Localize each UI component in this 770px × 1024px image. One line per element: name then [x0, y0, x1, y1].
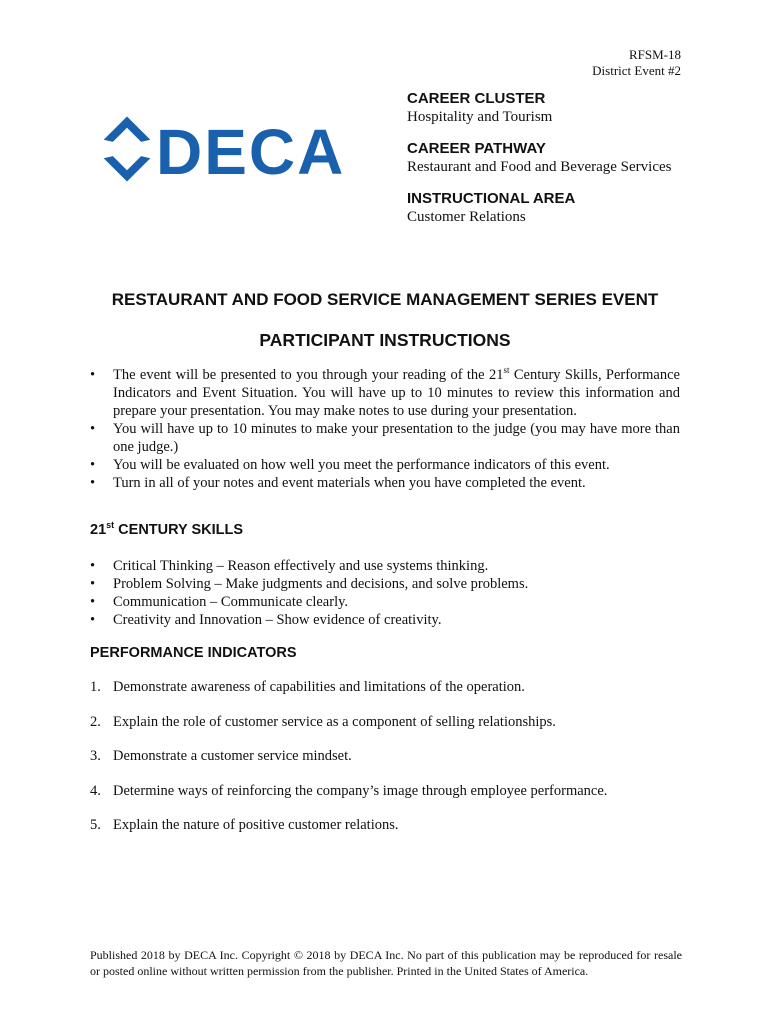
list-item: 2. Explain the role of customer service as a component of selling relationships. [90, 713, 556, 730]
career-pathway-label: CAREER PATHWAY [407, 140, 546, 157]
district-event-label: District Event #2 [592, 63, 681, 78]
deca-diamond-icon [92, 114, 362, 184]
list-item: • Critical Thinking – Reason effectively and use systems thinking. [90, 557, 680, 575]
list-item: • Creativity and Innovation – Show evidence of creativity. [90, 611, 680, 629]
list-item: • You will have up to 10 minutes to make your presentation to the judge (you may have more than one judge.) [90, 420, 680, 456]
list-item: 4. Determine ways of reinforcing the company’s image through employee performance. [90, 782, 608, 799]
list-item: • You will be evaluated on how well you meet the performance indicators of this event. [90, 456, 680, 474]
century-skills-heading: 21st CENTURY SKILLS [90, 520, 244, 538]
instructional-area-label: INSTRUCTIONAL AREA [407, 190, 576, 207]
deca-logo [92, 114, 362, 184]
list-item: 3. Demonstrate a customer service mindset. [90, 748, 352, 764]
list-item: 5. Explain the nature of positive customer relations. [90, 817, 399, 833]
skills-list [90, 557, 680, 629]
list-item: 1. Demonstrate awareness of capabilities and limitations of the operation. [90, 679, 525, 695]
copyright-footer: Published 2018 by DECA Inc. Copyright © 2018 by DECA Inc. No part of this publication may be reproduced for resale or posted online without written permission from the publisher. Printed in the United States of America. [90, 948, 682, 978]
participant-instructions-title: PARTICIPANT INSTRUCTIONS [259, 330, 511, 350]
career-cluster-label: CAREER CLUSTER [407, 90, 546, 107]
event-code-label: RFSM-18 [628, 47, 681, 62]
performance-indicators-list [90, 678, 690, 851]
career-pathway-value: Restaurant and Food and Beverage Services [407, 159, 672, 175]
performance-indicators-heading: PERFORMANCE INDICATORS [90, 645, 297, 661]
career-cluster-value: Hospitality and Tourism [407, 109, 553, 125]
list-item: • Problem Solving – Make judgments and decisions, and solve problems. [90, 575, 680, 593]
instructions-list [90, 366, 680, 492]
list-item: • The event will be presented to you through your reading of the 21st Century Skills, Performance Indicators and Event Situation. You will have up to 10 minutes to review this information and prepare your presentation. You may make notes to use during your presentation. [90, 366, 680, 420]
list-item: • Communication – Communicate clearly. [90, 593, 680, 611]
event-title: RESTAURANT AND FOOD SERVICE MANAGEMENT SERIES EVENT [111, 290, 659, 309]
list-item: • Turn in all of your notes and event materials when you have completed the event. [90, 474, 680, 492]
instructional-area-value: Customer Relations [407, 209, 526, 225]
deca-wordmark: DECA [156, 116, 346, 184]
event-code [592, 47, 681, 79]
event-meta [407, 90, 727, 240]
